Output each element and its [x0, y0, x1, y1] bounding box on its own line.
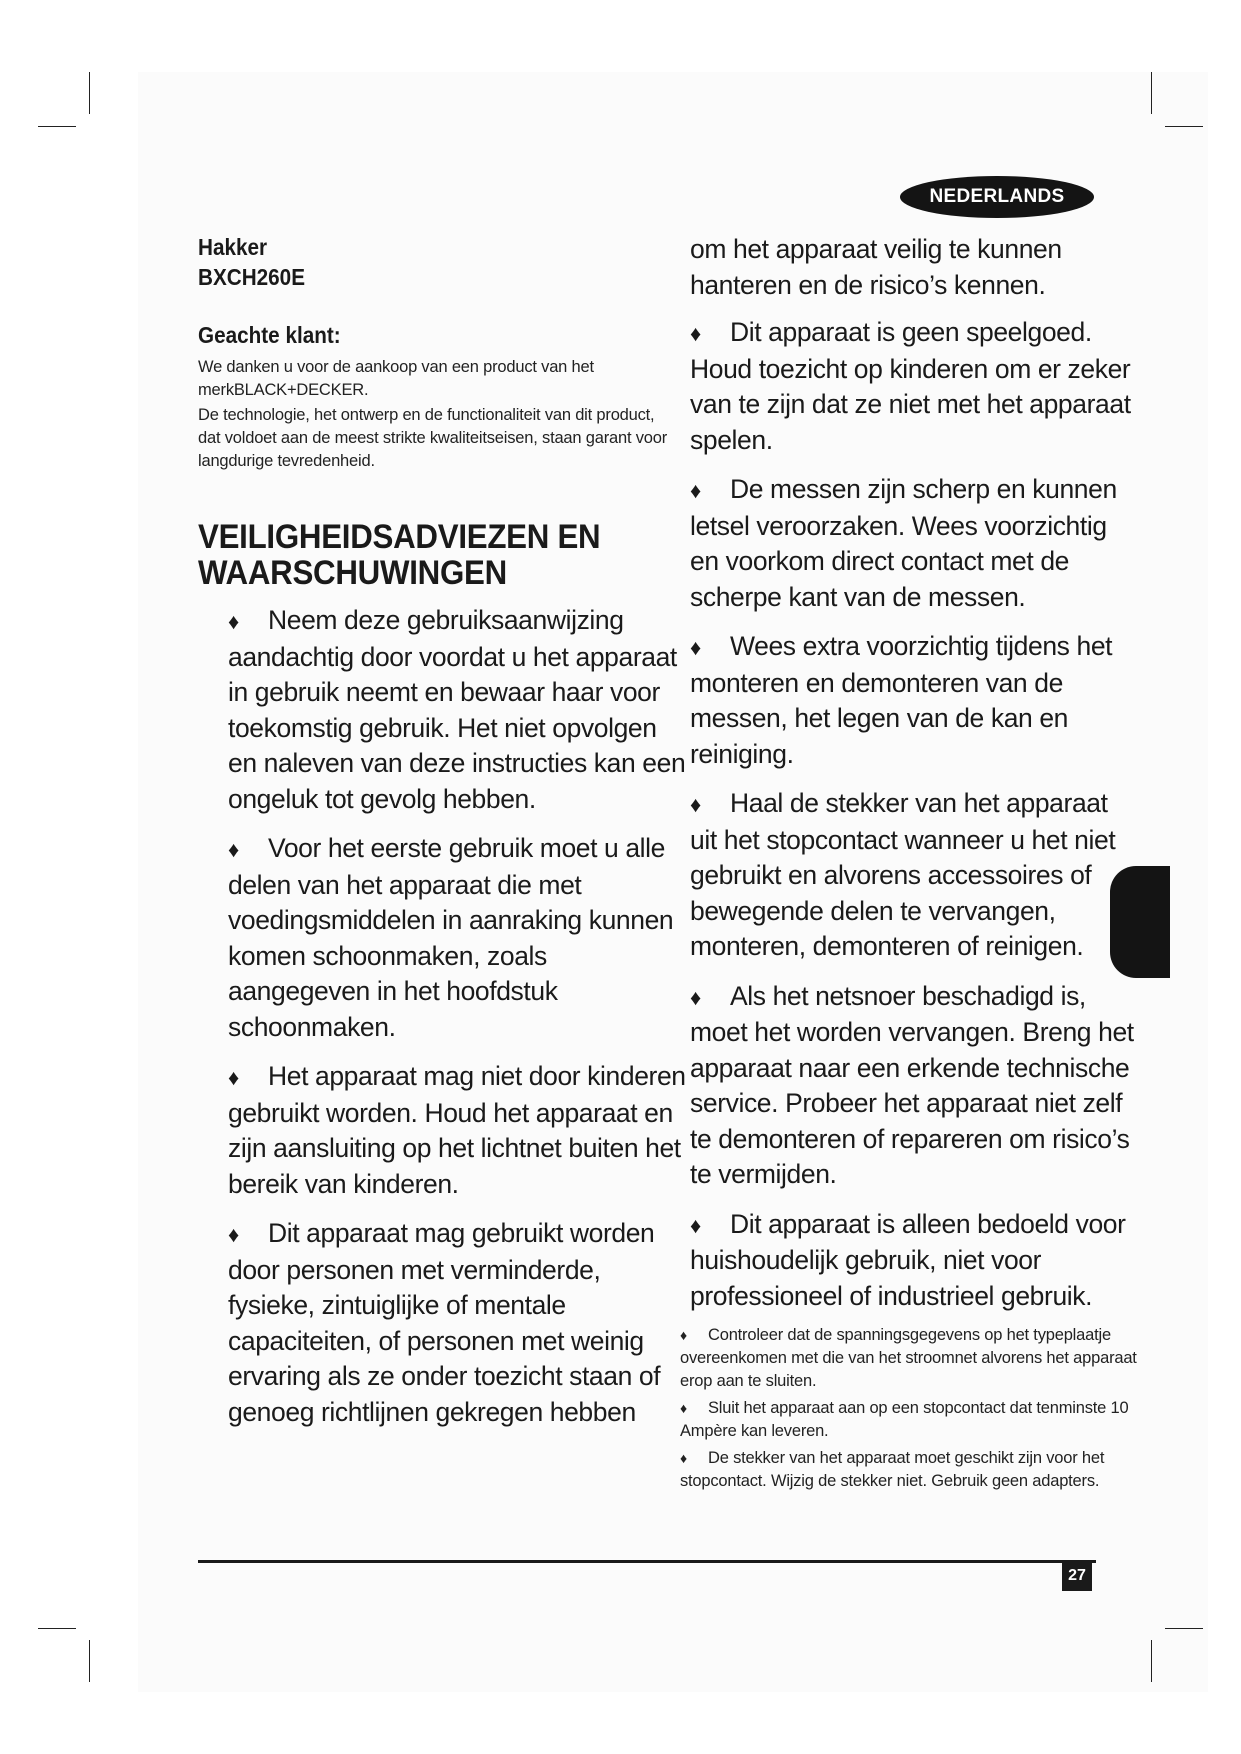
list-item: [680, 1447, 1150, 1493]
crop-mark: [89, 72, 90, 114]
list-item: [228, 1216, 688, 1430]
list-item: [680, 1397, 1150, 1443]
list-item-text: De messen zijn scherp en kunnen letsel veroorzaken. Wees voorzichtig en voorkom direct contact met de scherpe kant van de messen.: [690, 474, 1117, 612]
diamond-bullet-icon: ♦: [228, 609, 239, 634]
list-item: [228, 1059, 688, 1202]
list-item-text: Haal de stekker van het apparaat uit het stopcontact wanneer u het niet gebruikt en alvorens accessoires of bewegende delen te vervangen, monteren, demonteren of reinigen.: [690, 788, 1116, 961]
list-item: [228, 831, 688, 1045]
crop-mark: [1165, 1628, 1203, 1629]
crop-mark: [38, 126, 76, 127]
list-item: [690, 315, 1140, 458]
footer-divider: [198, 1560, 1096, 1563]
diamond-bullet-icon: ♦: [690, 478, 701, 503]
safety-list-left: [198, 603, 688, 1430]
list-item-text: Voor het eerste gebruik moet u alle delen van het apparaat die met voedingsmiddelen in aanraking kunnen komen schoonmaken, zoals aangegeven in het hoofdstuk schoonmaken.: [228, 833, 674, 1042]
crop-mark: [1151, 1640, 1152, 1682]
diamond-bullet-icon: ♦: [680, 1450, 687, 1466]
right-column: [680, 232, 1140, 1497]
list-item-text: Dit apparaat is geen speelgoed. Houd toezicht op kinderen om er zeker van te zijn dat ze niet met het apparaat spelen.: [690, 317, 1131, 455]
left-column: [198, 232, 686, 1444]
list-item-text: Dit apparaat is alleen bedoeld voor huishoudelijk gebruik, niet voor professioneel of industrieel gebruik.: [690, 1208, 1126, 1311]
crop-mark: [38, 1628, 76, 1629]
list-item-text: Dit apparaat mag gebruikt worden door personen met verminderde, fysieke, zintuiglijke of mentale capaciteiten, of personen met weinig ervaring als ze onder toezicht staan of genoeg richtlijnen gekregen hebben: [228, 1218, 661, 1427]
diamond-bullet-icon: ♦: [680, 1327, 687, 1343]
crop-mark: [1151, 72, 1152, 114]
page-number: 27: [1062, 1561, 1092, 1591]
product-name: Hakker: [198, 234, 268, 260]
list-item-text: Wees extra voorzichtig tijdens het monteren en demonteren van de messen, het legen van de kan en reiniging.: [690, 631, 1113, 769]
list-item-text: Neem deze gebruiksaanwijzing aandachtig door voordat u het apparaat in gebruik neemt en bewaar haar voor toekomstig gebruik. Het niet opvolgen en naleven van deze instructies kan een ongeluk tot gevolg hebben.: [228, 605, 686, 814]
list-item: [680, 1324, 1150, 1393]
diamond-bullet-icon: ♦: [690, 635, 701, 660]
intro-paragraph: We danken u voor de aankoop van een product van het merkBLACK+DECKER.: [198, 358, 594, 399]
diamond-bullet-icon: ♦: [690, 1212, 701, 1238]
section-title: VEILIGHEIDSADVIEZEN EN WAARSCHUWINGEN: [198, 518, 601, 592]
diamond-bullet-icon: ♦: [228, 1222, 239, 1247]
list-item-text: Controleer dat de spanningsgegevens op het typeplaatje overeenkomen met die van het stroomnet alvorens het apparaat erop aan te sluiten.: [680, 1326, 1137, 1390]
language-badge: NEDERLANDS: [900, 176, 1094, 218]
section-thumb-tab: [1110, 866, 1170, 978]
product-code: BXCH260E: [198, 264, 306, 290]
list-item: [690, 979, 1140, 1193]
list-item-text: Als het netsnoer beschadigd is, moet het worden vervangen. Breng het apparaat naar een erkende technische service. Probeer het apparaat niet zelf te demonteren of repareren om risico’s te vermijden.: [690, 980, 1134, 1189]
intro-paragraph: De technologie, het ontwerp en de functionaliteit van dit product, dat voldoet aan de meest strikte kwaliteitseisen, staan garant voor langdurige tevredenheid.: [198, 406, 668, 470]
diamond-bullet-icon: ♦: [680, 1400, 687, 1416]
crop-mark: [1165, 126, 1203, 127]
list-item-text: Het apparaat mag niet door kinderen gebruikt worden. Houd het apparaat en zijn aansluiting op het lichtnet buiten het bereik van kinderen.: [228, 1061, 686, 1199]
list-item: [228, 603, 688, 817]
small-safety-list: [680, 1324, 1150, 1493]
diamond-bullet-icon: ♦: [690, 984, 701, 1010]
continuation-text: om het apparaat veilig te kunnen hanteren en de risico’s kennen.: [690, 234, 1062, 300]
list-item: [690, 629, 1140, 772]
diamond-bullet-icon: ♦: [690, 321, 701, 346]
list-item: [690, 1207, 1140, 1315]
safety-list-right: [690, 315, 1140, 1314]
crop-mark: [89, 1640, 90, 1682]
greeting-heading: Geachte klant:: [198, 322, 341, 348]
diamond-bullet-icon: ♦: [228, 837, 239, 862]
list-item-text: De stekker van het apparaat moet geschikt zijn voor het stopcontact. Wijzig de stekker niet. Gebruik geen adapters.: [680, 1449, 1105, 1490]
list-item: [690, 472, 1140, 615]
diamond-bullet-icon: ♦: [228, 1065, 239, 1090]
list-item: [690, 786, 1140, 965]
diamond-bullet-icon: ♦: [690, 792, 701, 817]
list-item-text: Sluit het apparaat aan op een stopcontact dat tenminste 10 Ampère kan leveren.: [680, 1399, 1129, 1440]
